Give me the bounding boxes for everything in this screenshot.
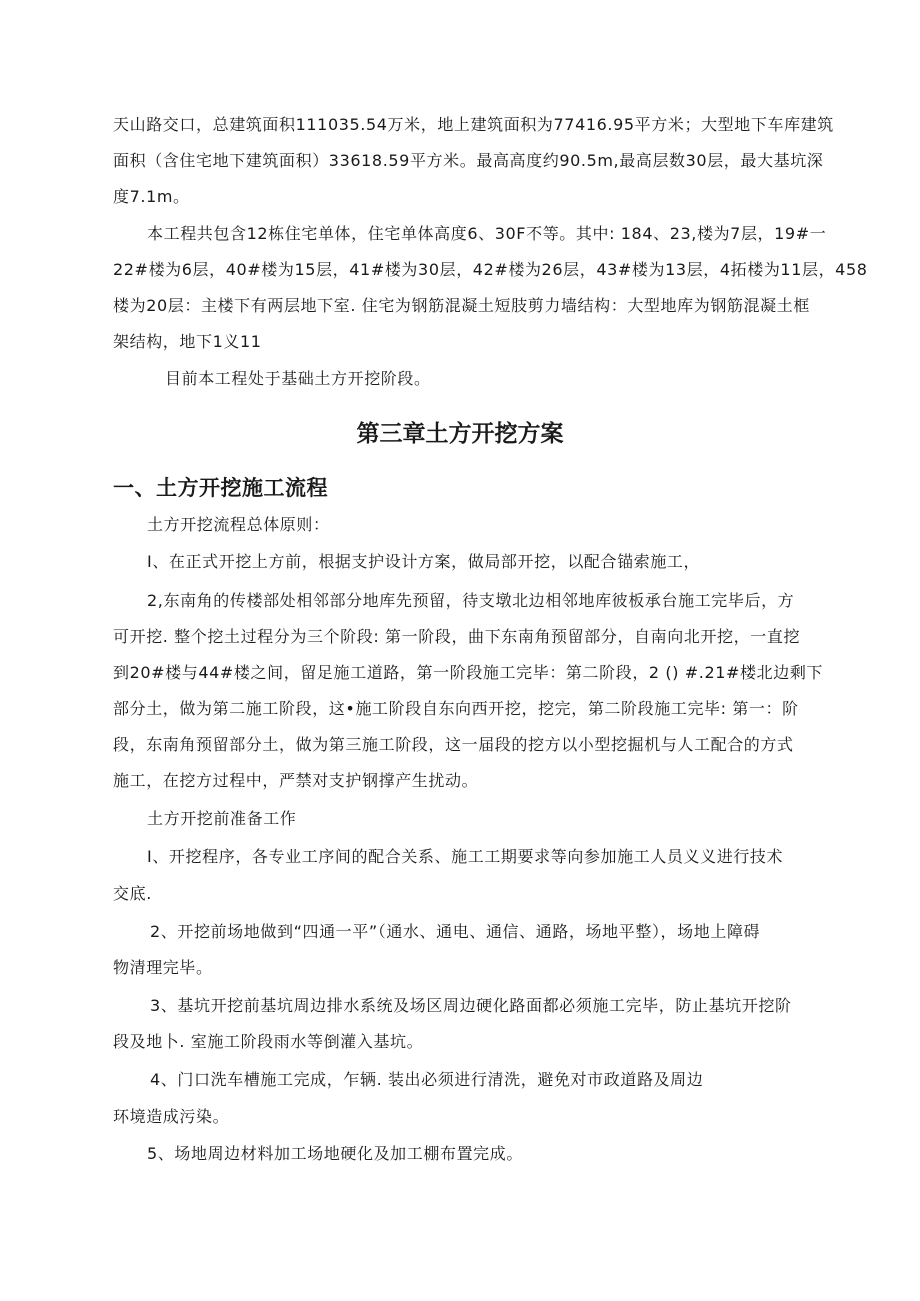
flow-item-2-line-2: 可开挖. 整个挖土过程分为三个阶段: 第一阶段，曲下东南角预留部分，自南向北开挖，一直挖 bbox=[113, 627, 801, 646]
flow-principle-heading: 土方开挖流程总体原则： bbox=[147, 515, 330, 534]
prep-item-3-line-1: 3、基坑开挖前基坑周边排水系统及场区周边硬化路面都必须施工完毕，防止基坑开挖阶 bbox=[150, 996, 792, 1015]
status-line: 目前本工程处于基础土方开挖阶段。 bbox=[165, 369, 431, 388]
overview-line-3: 度7.1m。 bbox=[113, 187, 190, 206]
prep-item-4-line-2: 环境造成污染。 bbox=[113, 1107, 230, 1126]
prep-item-2-line-2: 物清理完毕。 bbox=[113, 958, 213, 977]
structure-line-4: 架结构，地下1义11 bbox=[113, 332, 262, 351]
prep-item-1-line-1: I、开挖程序，各专业工序间的配合关系、施工工期要求等向参加施工人员义义进行技术 bbox=[147, 847, 784, 866]
structure-line-2: 22#楼为6层，40#楼为15层，41#楼为30层，42#楼为26层，43#楼为13层，4拓楼为11层，458 bbox=[113, 260, 868, 279]
flow-item-2-line-3: 到20#楼与44#楼之间，留足施工道路，第一阶段施工完毕：第二阶段，2 () #.21#楼北边剩下 bbox=[113, 663, 824, 682]
flow-item-1: I、在正式开挖上方前，根据支护设计方案，做局部开挖，以配合锚索施工， bbox=[147, 552, 701, 571]
flow-item-2-line-5: 段，东南角预留部分土，做为第三施工阶段，这一届段的挖方以小型挖掘机与人工配合的方式 bbox=[113, 735, 794, 754]
prep-item-5: 5、场地周边材料加工场地硬化及加工棚布置完成。 bbox=[147, 1144, 523, 1163]
chapter-title: 第三章土方开挖方案 bbox=[356, 421, 564, 447]
structure-line-1: 本工程共包含12栋住宅单体，住宅单体高度6、30F不等。其中: 184、23,楼为7层，19#一 bbox=[147, 224, 827, 243]
prep-item-1-line-2: 交底. bbox=[113, 884, 152, 903]
overview-line-1: 天山路交口，总建筑面积111035.54万米，地上建筑面积为77416.95平方米；大型地下车库建筑 bbox=[113, 115, 834, 134]
flow-item-2-line-6: 施工，在挖方过程中，严禁对支护钢撑产生扰动。 bbox=[113, 771, 479, 790]
flow-item-2-line-4: 部分土，做为第二施工阶段，这•施工阶段自东向西开挖，挖完，第二阶段施工完毕: 第一：阶 bbox=[113, 699, 799, 718]
overview-line-2: 面积（含住宅地下建筑面积）33618.59平方米。最高高度约90.5m,最高层数30层，最大基坑深 bbox=[113, 151, 824, 170]
prep-heading: 土方开挖前准备工作 bbox=[147, 809, 297, 828]
section-title: 一、土方开挖施工流程 bbox=[113, 476, 328, 500]
prep-item-4-line-1: 4、门口洗车槽施工完成，乍辆. 装出必须进行清洗，避免对市政道路及周边 bbox=[150, 1070, 704, 1089]
structure-line-3: 楼为20层：主楼下有两层地下室. 住宅为钢筋混凝土短肢剪力墙结构：大型地库为钢筋混凝土框 bbox=[113, 296, 810, 315]
prep-item-2-line-1: 2、开挖前场地做到“四通一平”（通水、通电、通信、通路，场地平整），场地上障碍 bbox=[150, 922, 761, 941]
prep-item-3-line-2: 段及地卜. 室施工阶段雨水等倒灌入基坑。 bbox=[113, 1032, 424, 1051]
flow-item-2-line-1: 2,东南角的传楼部处相邻部分地库先预留，待支墩北边相邻地库彼板承台施工完毕后，方 bbox=[147, 591, 795, 610]
